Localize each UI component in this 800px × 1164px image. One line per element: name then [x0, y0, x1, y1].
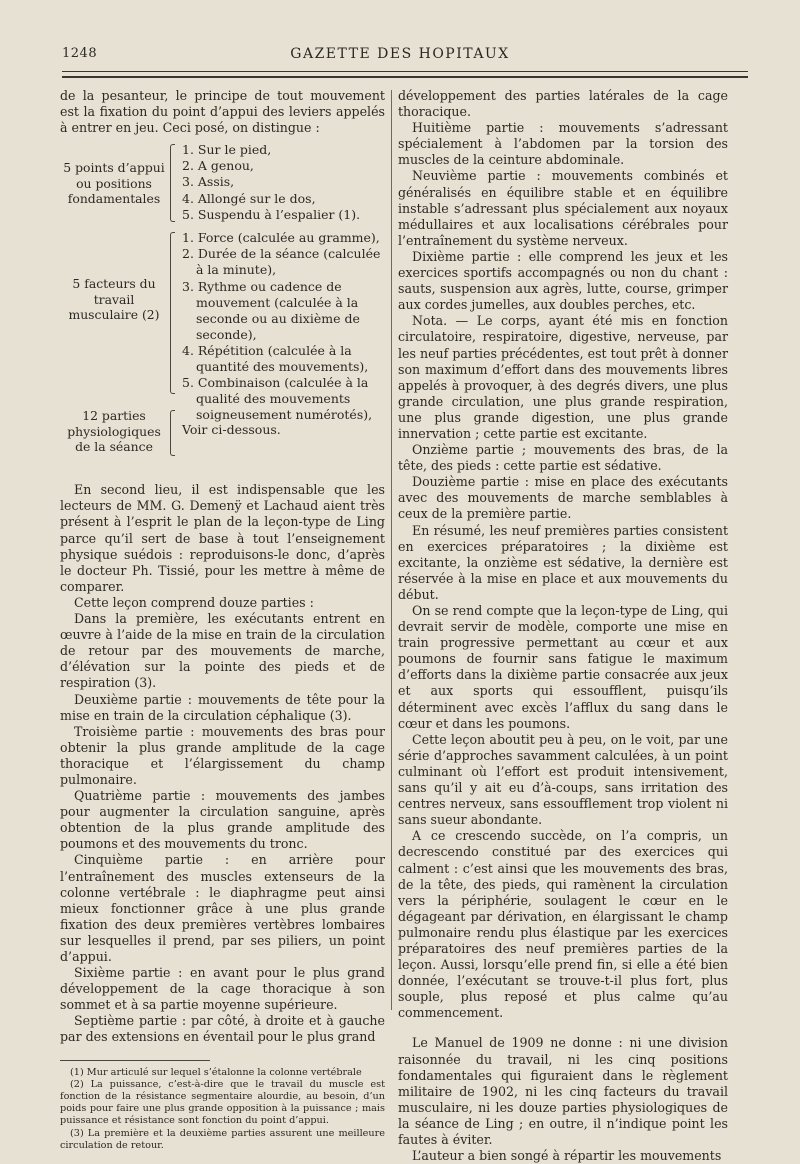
brace	[170, 232, 175, 394]
list-item: 5. Suspendu à l’espalier (1).	[182, 206, 361, 222]
group-items	[182, 230, 385, 423]
list-item: 1. Sur le pied,	[182, 142, 272, 158]
left-column	[60, 88, 385, 1152]
list-item: 5. Combinaison (calculée à la qualité des mouvements soigneusement numérotés),	[182, 375, 373, 423]
intro-paragraph: de la pesanteur, le principe de tout mouvement est la fixation du point d’appui des leviers appelés à entrer en jeu. Ceci posé, on distingue :	[60, 88, 385, 136]
list-item: 2. Durée de la séance (calculée à la minute),	[182, 246, 381, 278]
group-items	[182, 142, 385, 222]
paragraph: Neuvième partie : mouvements combinés et généralisés en équilibre stable et en équilibre instable s’adressant plus spécialement aux noyaux médullaires et aux localisations cérébrales pour l’entraînement du système nerveux.	[398, 168, 728, 248]
list-item: 4. Répétition (calculée à la quantité des mouvements),	[182, 342, 369, 375]
spacer	[60, 468, 385, 482]
paragraph: Le Manuel de 1909 ne donne : ni une division raisonnée du travail, ni les cinq positions fondamentales qui figuraient dans le règlement militaire de 1902, ni les cinq facteurs du travail musculaire, ni les douze parties physiologiques de la séance de Ling ; en outre, il n’indique point les fautes à éviter.	[398, 1035, 728, 1147]
footnote: (1) Mur articulé sur lequel s’étalonne la colonne vertébrale	[70, 1066, 362, 1078]
journal-title: GAZETTE DES HOPITAUX	[290, 46, 510, 62]
paragraph: On se rend compte que la leçon-type de Ling, qui devrait servir de modèle, comporte une mise en train progressive permettant au cœur et aux poumons de fournir sans fatigue le maximum d’efforts dans la dixième partie consacrée aux jeux et aux sports qui essoufflent, puisqu’ils déterminent avec excès l’afflux du sang dans le cœur et dans les poumons.	[398, 603, 728, 731]
list-item: 3. Rythme ou cadence de mouvement (calculée à la seconde ou au dixième de seconde),	[182, 278, 360, 342]
header-rule-thick	[62, 76, 748, 78]
list-item: 4. Allongé sur le dos,	[182, 190, 316, 206]
paragraph: Cinquième partie : en arrière pour l’entraînement des muscles extenseurs de la colonne vertébrale : le diaphragme peut ainsi mieux fonctionner grâce à une plus grande fixation des deux premières vertèbres lombaires sur lesquelles il prend, par ses piliers, un point d’appui.	[60, 852, 385, 964]
group-label: 5 facteurs du travail musculaire (2)	[68, 276, 160, 323]
group-parties	[60, 406, 385, 460]
paragraph: Cette leçon aboutit peu à peu, on le voit, par une série d’approches savamment calculées, à un point culminant où l’effort est produit intensivement, sans qu’il y ait eu d’à-coups, sans irritation des centres nerveux, sans essoufflement trop violent ni sans sueur abondante.	[398, 731, 728, 828]
paragraph: A ce crescendo succède, on l’a compris, un decrescendo constitué par des exercices qui calment : c’est ainsi que les mouvements des bras, de la tête, des pieds, qui ramènent la circulation vers la périphérie, soulagent le cœur en le dégageant par dérivation, en élargissant le champ pulmonaire rendu plus élastique par les exercices préparatoires des neuf premières parties de la leçon. Aussi, lorsqu’elle prend fin, si elle a été bien donnée, l’exécutant se trouve-t-il plus fort, plus souple, plus reposé et plus calme qu’au commencement.	[398, 828, 728, 1021]
paragraph: Dans la première, les exécutants entrent en œuvre à l’aide de la mise en train de la circulation de retour par des mouvements de marche, d’élévation sur la pointe des pieds et de respiration (3).	[60, 611, 385, 691]
group-facteurs	[60, 230, 385, 423]
paragraph: Douzième partie : mise en place des exécutants avec des mouvements de marche semblables à ceux de la première partie.	[398, 474, 728, 522]
list-item: Voir ci-dessous.	[182, 422, 281, 438]
paragraph: développement des parties latérales de la cage thoracique.	[398, 88, 728, 120]
classification-schema	[60, 142, 385, 460]
group-label: 12 parties physiologiques de la séance	[67, 408, 161, 455]
paragraph: Troisième partie : mouvements des bras pour obtenir la plus grande amplitude de la cage thoracique et l’élargissement du champ pulmonaire.	[60, 723, 385, 787]
group-label: 5 points d’appui ou positions fondamentales	[63, 160, 165, 207]
page-number: 1248	[62, 46, 98, 61]
header-rule-thin	[62, 71, 748, 72]
group-items	[182, 406, 385, 438]
group-points-appui	[60, 142, 385, 224]
paragraph: Sixième partie : en avant pour le plus grand développement de la cage thoracique à son sommet et à sa partie moyenne supérieure.	[60, 965, 385, 1013]
footnote: (3) La première et la deuxième parties assurent une meilleure circulation de retour.	[60, 1127, 385, 1151]
brace	[170, 144, 175, 222]
spacer	[398, 1021, 728, 1035]
paragraph: Cette leçon comprend douze parties :	[74, 594, 314, 610]
paragraph: Septième partie : par côté, à droite et à gauche par des extensions en éventail pour le plus grand	[60, 1013, 385, 1045]
column-divider	[391, 90, 392, 1010]
brace	[170, 410, 175, 456]
paragraph: Quatrième partie : mouvements des jambes pour augmenter la circulation sanguine, après obtention de la plus grande amplitude des poumons et des mouvements du tronc.	[60, 788, 385, 852]
paragraph: En résumé, les neuf premières parties consistent en exercices préparatoires ; la dixième est excitante, la onzième est sédative, la dernière est réservée à la mise en place et aux mouvements du début.	[398, 522, 728, 602]
paragraph: Deuxième partie : mouvements de tête pour la mise en train de la circulation céphalique (3).	[60, 691, 385, 723]
list-item: 2. A genou,	[182, 158, 254, 174]
list-item: 1. Force (calculée au gramme),	[182, 230, 380, 246]
paragraph: Onzième partie ; mouvements des bras, de la tête, des pieds : cette partie est sédative.	[398, 442, 728, 474]
footnote: (2) La puissance, c’est-à-dire que le travail du muscle est fonction de la résistance segmentaire alourdie, au besoin, d’un poids pour faire une plus grande opposition à la puissance ; mais puissance et résistance sont fonction du point d’appui.	[60, 1078, 385, 1127]
paragraph: Nota. — Le corps, ayant été mis en fonction circulatoire, respiratoire, digestive, nerveuse, par les neuf parties précédentes, est tout prêt à donner son maximum d’effort dans des mouvements libres appelés à provoquer, à des degrés divers, une plus grande circulation, une plus grande respiration, une plus grande digestion, une plus grande innervation ; cette partie est excitante.	[398, 313, 728, 441]
footnote-rule	[60, 1060, 210, 1061]
right-column	[398, 88, 728, 1164]
paragraph: En second lieu, il est indispensable que les lecteurs de MM. G. Demenÿ et Lachaud aient très présent à l’esprit le plan de la leçon-type de Ling parce qu’il sert de base à tout l’enseignement physique suédois : reproduisons-le donc, d’après le docteur Ph. Tissié, pour les mettre à même de comparer.	[60, 482, 385, 594]
paragraph: L’auteur a bien songé à répartir les mouvements	[412, 1148, 722, 1164]
paragraph: Dixième partie : elle comprend les jeux et les exercices sportifs accompagnés ou non du chant : sauts, suspension aux agrès, lutte, course, grimper aux cordes jumelles, aux doubles perches, etc.	[398, 248, 728, 313]
list-item: 3. Assis,	[182, 174, 235, 190]
paragraph: Huitième partie : mouvements s’adressant spécialement à l’abdomen par la torsion des muscles de la ceinture abdominale.	[398, 120, 728, 168]
